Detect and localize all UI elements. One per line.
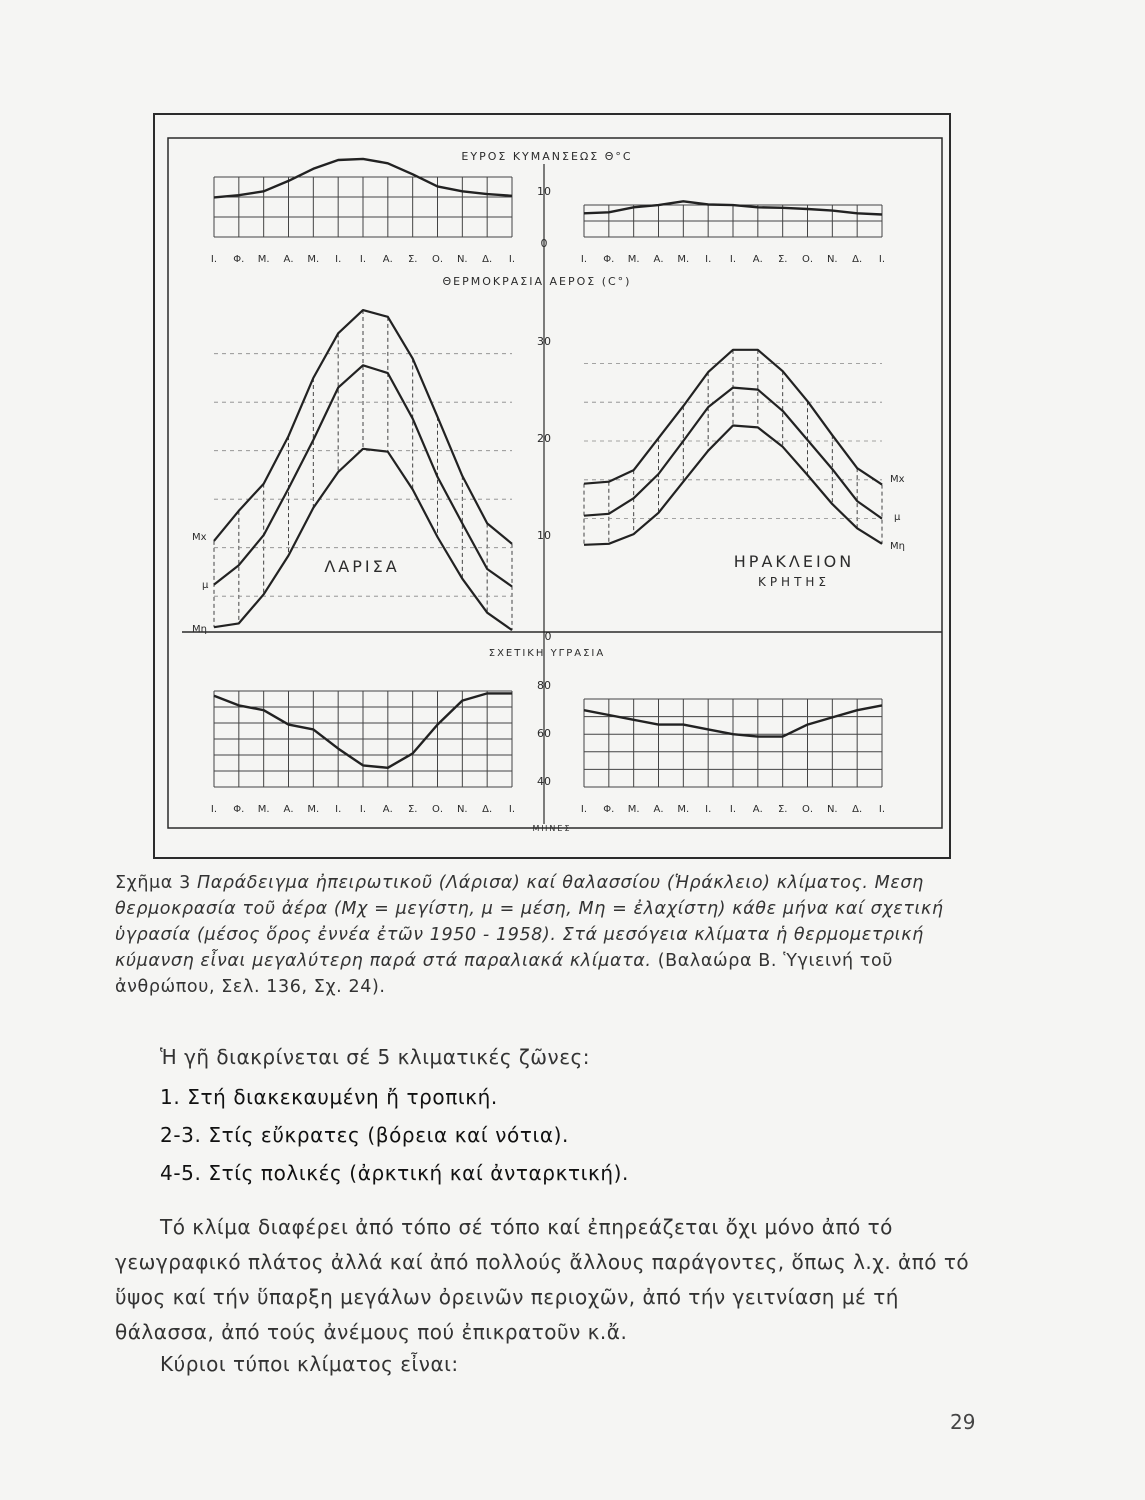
outer-frame (154, 114, 950, 858)
range-month-label: Ν. (826, 254, 838, 265)
humidity-month-label: Ν. (826, 804, 838, 815)
humidity-month-label: Ι. (580, 804, 588, 815)
range-month-label: Μ. (627, 254, 640, 265)
range-month-label: Ι. (359, 254, 367, 265)
humidity-month-label: Α. (283, 804, 294, 815)
temp-tick-0: 0 (544, 630, 552, 643)
range-month-label: Σ. (777, 254, 788, 265)
range-tick-10: 10 (537, 185, 551, 198)
range-month-label: Μ. (677, 254, 690, 265)
heraklion-min-label: Mη (890, 541, 905, 552)
range-month-label: Δ. (482, 254, 493, 265)
humidity-month-label: Σ. (777, 804, 788, 815)
humidity-month-label: Φ. (233, 804, 245, 815)
range-month-label: Ι. (580, 254, 588, 265)
humidity-month-label: Α. (653, 804, 664, 815)
zone-item-polar: 4-5. Στίς πολικές (ἀρκτική καί ἀνταρκτική). (160, 1161, 629, 1185)
temp-line-larisa-mean (214, 365, 512, 586)
range-title: ΕΥΡΟΣ ΚΥΜΑΝΣΕΩΣ Θ°C (461, 150, 633, 163)
range-month-label: Φ. (233, 254, 245, 265)
range-month-label: Ν. (456, 254, 468, 265)
zone-item-tropical: 1. Στή διακεκαυμένη ἤ τροπική. (160, 1085, 498, 1109)
range-month-label: Φ. (603, 254, 615, 265)
page-number: 29 (950, 1410, 976, 1434)
humidity-month-label: Ν. (456, 804, 468, 815)
range-month-label: Μ. (257, 254, 270, 265)
humidity-month-label: Α. (752, 804, 763, 815)
range-month-label: Ι. (705, 254, 712, 265)
temperature-title: ΘΕΡΜΟΚΡΑΣΙΑ ΑΕΡΟΣ (C°) (442, 275, 632, 288)
months-axis-label: ΜΗΝΕΣ (532, 824, 572, 833)
temp-line-heraklion-max (584, 350, 882, 485)
range-month-label: Ι. (878, 254, 886, 265)
range-month-label: Ι. (210, 254, 218, 265)
caption-label: Σχῆμα 3 (115, 873, 191, 893)
range-tick-0: 0 (540, 237, 548, 250)
humidity-month-label: Μ. (627, 804, 640, 815)
range-month-label: Μ. (307, 254, 320, 265)
caption-source: (Βαλαώρα Β. Ὑγιεινή τοῦ ἀνθρώπου, Σελ. 136, Σχ. 24). (115, 951, 893, 997)
range-month-label: Σ. (407, 254, 418, 265)
range-month-label: Ο. (431, 254, 444, 265)
inner-frame (168, 138, 942, 828)
climate-types-intro: Κύριοι τύποι κλίματος εἶναι: (160, 1352, 459, 1376)
humidity-month-label: Δ. (852, 804, 863, 815)
climate-figure (152, 112, 952, 860)
temp-tick-30: 30 (537, 335, 551, 348)
humidity-month-label: Ο. (431, 804, 444, 815)
heraklion-max-label: Mx (890, 474, 905, 485)
range-month-label: Δ. (852, 254, 863, 265)
humidity-month-label: Ο. (801, 804, 814, 815)
humidity-month-label: Ι. (705, 804, 712, 815)
zone-item-temperate: 2-3. Στίς εὔκρατες (βόρεια καί νότια). (160, 1123, 569, 1147)
range-month-label: Α. (283, 254, 294, 265)
range-month-label: Α. (752, 254, 763, 265)
climate-chart-svg (152, 112, 952, 860)
heraklion-mean-label: μ (894, 512, 901, 523)
range-month-label: Ο. (801, 254, 814, 265)
humidity-month-label: Δ. (482, 804, 493, 815)
humidity-month-label: Ι. (335, 804, 342, 815)
humidity-month-label: Ι. (508, 804, 516, 815)
humidity-month-label: Ι. (729, 804, 737, 815)
humidity-month-label: Μ. (257, 804, 270, 815)
larisa-min-label: Mη (192, 624, 207, 635)
zones-list (160, 1085, 629, 1199)
caption-text: Παράδειγμα ἠπειρωτικοῦ (Λάρισα) καί θαλασσίου (Ἡράκλειο) κλίματος. Μεση θερμοκρασία τοῦ ἀέρα (Μχ = μεγίστη, μ = μέση, Μη = ἐλαχίστη) κάθε μήνα καί σχετική ὑγρασία (μέσος ὅρος ἐννέα ἐτῶν 1950 - 1958). Στά μεσόγεια κλίματα ἡ θερμομετρική κύμανση εἶναι μεγαλύτερη παρά στά παραλιακά κλίματα. (115, 873, 944, 971)
larisa-mean-label: μ (202, 580, 209, 591)
humidity-tick-60: 60 (537, 727, 551, 740)
larisa-max-label: Mx (192, 532, 207, 543)
humidity-tick-40: 40 (537, 775, 551, 788)
crete-station-label: ΚΡΗΤΗΣ (757, 575, 831, 589)
range-month-label: Ι. (508, 254, 516, 265)
larisa-station-label: ΛΑΡΙΣΑ (324, 557, 400, 576)
humidity-title: ΣΧΕΤΙΚΗ ΥΓΡΑΣΙΑ (488, 648, 606, 659)
humidity-month-label: Σ. (407, 804, 418, 815)
temp-tick-10: 10 (537, 529, 551, 542)
humidity-month-label: Ι. (359, 804, 367, 815)
chart-marks (211, 159, 885, 815)
humidity-month-label: Α. (382, 804, 393, 815)
humidity-month-label: Μ. (677, 804, 690, 815)
range-month-label: Α. (382, 254, 393, 265)
climate-paragraph: Τό κλίμα διαφέρει ἀπό τόπο σέ τόπο καί ἐπηρεάζεται ὄχι μόνο ἀπό τό γεωγραφικό πλάτος ἀλλά καί ἀπό πολλούς ἄλλους παράγοντες, ὅπως λ.χ. ἀπό τό ὕψος καί τήν ὕπαρξη μεγάλων ὀρεινῶν περιοχῶν, ἀπό τήν γειτνίαση μέ τή θάλασσα, ἀπό τούς ἀνέμους πού ἐπικρατοῦν κ.ἄ. (115, 1215, 970, 1344)
humidity-month-label: Φ. (603, 804, 615, 815)
heraklion-station-label: ΗΡΑΚΛΕΙΟΝ (733, 552, 855, 571)
range-month-label: Ι. (729, 254, 737, 265)
humidity-month-label: Ι. (210, 804, 218, 815)
humidity-month-label: Μ. (307, 804, 320, 815)
humidity-month-label: Ι. (878, 804, 886, 815)
zones-intro: Ἡ γῆ διακρίνεται σέ 5 κλιματικές ζῶνες: (160, 1045, 591, 1069)
range-month-label: Ι. (335, 254, 342, 265)
temp-tick-20: 20 (537, 432, 551, 445)
humidity-tick-80: 80 (537, 679, 551, 692)
figure-caption (115, 870, 975, 1000)
range-month-label: Α. (653, 254, 664, 265)
